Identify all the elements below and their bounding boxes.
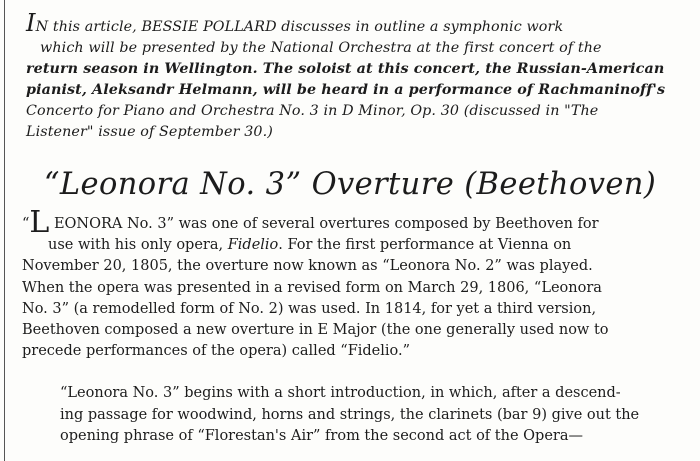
para1-drop-cap: L: [29, 205, 50, 240]
para2-line-1: “Leonora No. 3” begins with a short introduction, in which, after a descend-: [60, 385, 621, 402]
intro-line-1: [26, 9, 690, 38]
para2-line-3: opening phrase of “Florestan's Air” from the second act of the Opera—: [60, 427, 583, 444]
opera-title-fidelio: Fidelio: [227, 237, 279, 254]
para1-line-2b: . For the first performance at Vienna on: [278, 237, 572, 254]
intro-drop-cap: I: [26, 9, 36, 37]
para1-line-1: [22, 205, 686, 240]
para1-line-4: When the opera was presented in a revised form on March 29, 1806, “Leonora: [22, 279, 602, 296]
para1-line-5: No. 3” (a remodelled form of No. 2) was used. In 1814, for yet a third version,: [22, 300, 597, 317]
intro-line-4: pianist, Aleksandr Helmann, will be heard in a performance of Rachmaninoff's: [26, 82, 666, 98]
body-paragraph-2: [22, 383, 686, 447]
article-body: [22, 205, 686, 447]
para1-line-6: Beethoven composed a new overture in E Major (the one generally used now to: [22, 322, 609, 339]
intro-line-5: Concerto for Piano and Orchestra No. 3 in D Minor, Op. 30 (discussed in "The: [26, 103, 599, 119]
intro-line-6: Listener" issue of September 30.): [26, 124, 273, 140]
para1-line-2: [22, 235, 686, 256]
article-title: “Leonora No. 3” Overture (Beethoven): [43, 167, 657, 202]
intro-line-2: which will be presented by the National Orchestra at the first concert of the: [40, 40, 602, 56]
para1-open-quote: “: [22, 216, 30, 232]
para1-line-1-text: EONORA No. 3” was one of several overtures composed by Beethoven for: [53, 216, 599, 232]
left-border-rule: [4, 0, 5, 461]
intro-line-1-text: N this article, BESSIE POLLARD discusses in outline a symphonic work: [35, 19, 564, 35]
para1-line-7: precede performances of the opera) called “Fidelio.”: [22, 343, 411, 360]
body-paragraph-1: [22, 205, 686, 362]
intro-line-3: return season in Wellington. The soloist at this concert, the Russian-American: [26, 61, 665, 77]
para2-line-2: ing passage for woodwind, horns and strings, the clarinets (bar 9) give out the: [60, 406, 640, 423]
intro-paragraph: [26, 9, 690, 143]
para1-line-2a: use with his only opera,: [48, 237, 228, 254]
para1-line-3: November 20, 1805, the overture now known as “Leonora No. 2” was played.: [22, 258, 593, 275]
